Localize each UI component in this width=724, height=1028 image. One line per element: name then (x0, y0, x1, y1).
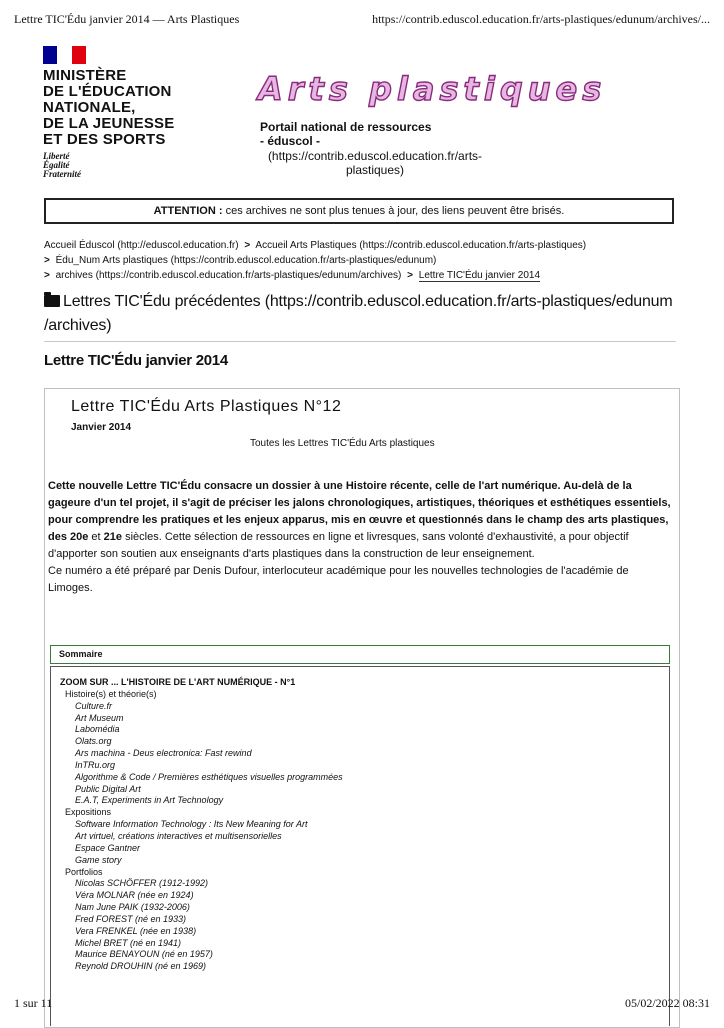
print-header (14, 12, 710, 28)
previous-letters-link[interactable]: Lettres TIC'Édu précédentes (https://contrib.eduscol.education.fr/arts-plastiques/edunum /archives) (44, 293, 673, 334)
toc-item[interactable]: Espace Gantner (75, 842, 141, 853)
toc-item[interactable]: Nicolas SCHÖFFER (1912-1992) (75, 878, 209, 889)
toc-item[interactable]: Ars machina - Deus electronica: Fast rewind (75, 748, 252, 759)
print-timestamp: 05/02/2022 08:31 (624, 996, 710, 1010)
breadcrumb-separator: > (407, 270, 413, 281)
toc-item[interactable]: Algorithme & Code / Premières esthétiques visuelles programmées (75, 771, 343, 782)
toc-item[interactable]: Labomédia (75, 724, 120, 735)
toc-section[interactable]: Histoire(s) et théorie(s) (65, 688, 157, 699)
toc-item[interactable]: InTRu.org (75, 759, 116, 770)
portal-line1: Portail national de ressources (260, 120, 432, 134)
toc-item[interactable]: Art Museum (75, 712, 124, 723)
print-header-url: https://contrib.eduscol.education.fr/arts-plastiques/edunum/archives/... (372, 12, 710, 26)
portal-url-link[interactable]: (https://contrib.eduscol.education.fr/arts-plastiques) (267, 149, 483, 177)
breadcrumb-current: Lettre TIC'Édu janvier 2014 (418, 270, 541, 281)
toc-item[interactable]: Olats.org (75, 736, 112, 747)
table-of-contents (50, 666, 670, 1026)
toc-item[interactable]: Michel BRET (né en 1941) (75, 937, 182, 948)
motto: Liberté Égalité Fraternité (43, 151, 82, 179)
all-letters-link[interactable]: Toutes les Lettres TIC'Édu Arts plastiques (250, 438, 435, 449)
breadcrumb-arts-plastiques[interactable]: Accueil Arts Plastiques (https://contrib.eduscol.education.fr/arts-plastiques) (255, 240, 587, 251)
breadcrumb (44, 238, 586, 283)
toc-item[interactable]: Nam June PAIK (1932-2006) (75, 902, 190, 913)
portal-info (240, 120, 510, 177)
attention-text: ces archives ne sont plus tenues à jour, des liens peuvent être brisés. (222, 205, 565, 217)
toc-item[interactable]: E.A.T, Experiments in Art Technology (75, 795, 224, 806)
print-header-title: Lettre TIC'Édu janvier 2014 — Arts Plastiques (14, 12, 240, 26)
sommaire-header[interactable]: Sommaire (50, 645, 670, 664)
portal-line2: - éduscol - (260, 134, 321, 148)
print-footer (14, 996, 710, 1012)
toc-item[interactable]: Fred FOREST (né en 1933) (75, 913, 187, 924)
toc-item[interactable]: Public Digital Art (75, 783, 141, 794)
breadcrumb-edunum[interactable]: Édu_Num Arts plastiques (https://contrib.eduscol.education.fr/arts-plastiques/edunum) (55, 255, 437, 266)
toc-item[interactable]: Reynold DROUHIN (né en 1969) (75, 961, 207, 972)
intro-text: Cette nouvelle Lettre TIC'Édu consacre un dossier à une Histoire récente, celle de l'art numérique. Au-delà de la gageure d'un tel projet, il s'agit de préciser les jalons chronologiques, artistiques, théoriques et esthétiques essentiels, pour comprendre les pratiques et les enjeux apparus, mis en œuvre et questionnés dans le champ des arts plastiques, des 20e et 21e siècles. Cette sélection de ressources en ligne et livresques, sans volonté d'exhaustivité, a pour objectif d'apporter son soutien aux enseignants d'arts plastiques dans la construction de leur enseignement. Ce numéro a été préparé par Denis Dufour, interlocuteur académique pour les nouvelles technologies de l'académie de Limoges. (48, 480, 671, 594)
brand-title: Arts plastiques (258, 70, 607, 108)
ministry-name: MINISTÈRE DE L'ÉDUCATION NATIONALE, DE LA JEUNESSE ET DES SPORTS (43, 67, 175, 148)
attention-banner (44, 198, 674, 224)
letter-title: Lettre TIC'Édu Arts Plastiques N°12 (71, 398, 342, 415)
toc-heading[interactable]: ZOOM SUR ... L'HISTOIRE DE L'ART NUMÉRIQUE - N°1 (60, 677, 296, 687)
attention-label: ATTENTION : (153, 205, 223, 217)
toc-section[interactable]: Expositions (65, 807, 112, 818)
divider (44, 341, 676, 342)
breadcrumb-eduscol[interactable]: Accueil Éduscol (http://eduscol.education.fr) (44, 240, 239, 251)
breadcrumb-separator: > (44, 255, 50, 266)
toc-section[interactable]: Portfolios (65, 866, 103, 877)
toc-item[interactable]: Software Information Technology : Its New Meaning for Art (75, 819, 308, 830)
toc-item[interactable]: Art virtuel, créations interactives et multisensorielles (75, 830, 282, 841)
breadcrumb-archives[interactable]: archives (https://contrib.eduscol.education.fr/arts-plastiques/edunum/archives) (55, 270, 402, 281)
toc-item[interactable]: Vera FRENKEL (née en 1938) (75, 925, 197, 936)
toc-item[interactable]: Culture.fr (75, 700, 113, 711)
ministry-logo (43, 46, 203, 179)
toc-item[interactable]: Game story (75, 854, 122, 865)
toc-item[interactable]: Maurice BENAYOUN (né en 1957) (75, 949, 213, 960)
toc-item[interactable]: Véra MOLNAR (née en 1924) (75, 890, 194, 901)
folder-icon (44, 295, 60, 307)
breadcrumb-separator: > (244, 240, 251, 251)
page-title: Lettre TIC'Édu janvier 2014 (44, 352, 228, 369)
flag-icon (43, 46, 86, 64)
breadcrumb-separator: > (44, 270, 50, 281)
letter-date: Janvier 2014 (71, 422, 132, 433)
page-count: 1 sur 11 (14, 996, 53, 1010)
